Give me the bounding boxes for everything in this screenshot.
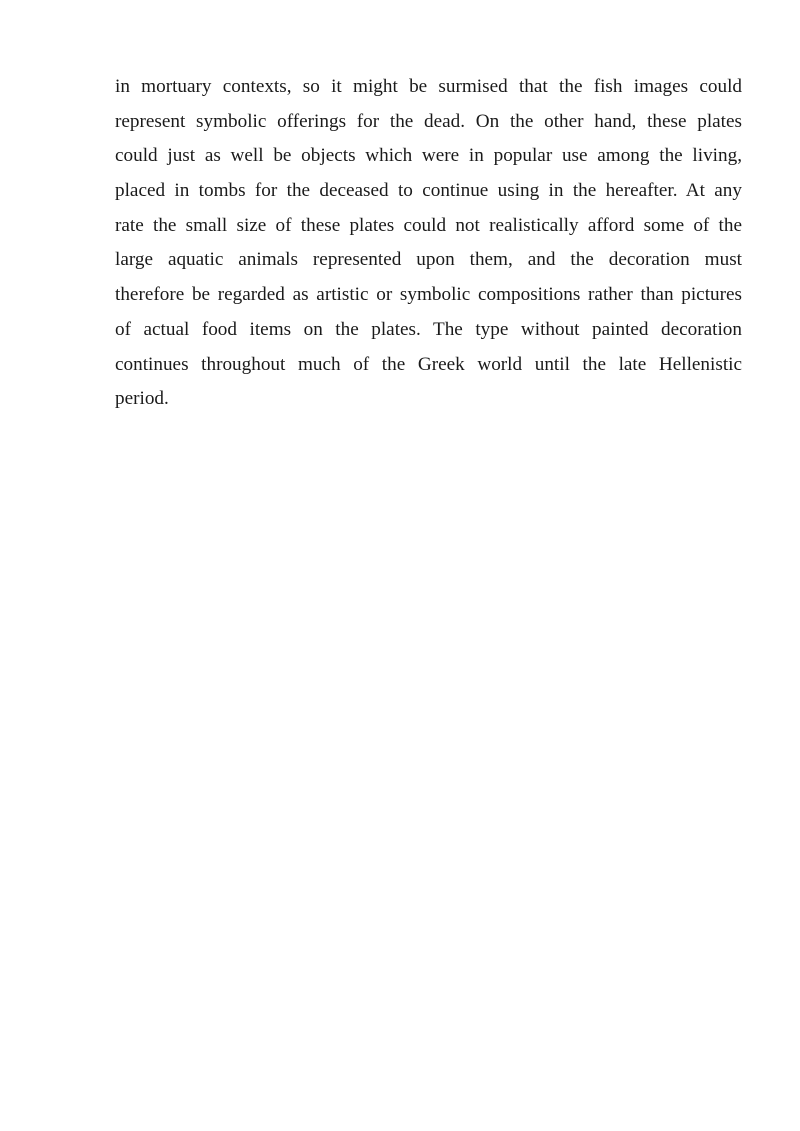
- paragraph-line-5: rate the small size of these plates could not realistically afford some of the: [115, 214, 742, 236]
- paragraph-line-7: therefore be regarded as artistic or symbolic compositions rather than pictures: [115, 284, 742, 306]
- paragraph-line-2: represent symbolic offerings for the dead. On the other hand, these plates: [115, 110, 742, 132]
- paragraph-line-10: period.: [115, 388, 169, 410]
- paragraph-line-3: could just as well be objects which were in popular use among the living,: [115, 145, 742, 167]
- paragraph-line-4: placed in tombs for the deceased to continue using in the hereafter. At any: [115, 180, 742, 202]
- paragraph-line-9: continues throughout much of the Greek world until the late Hellenistic: [115, 353, 742, 375]
- paragraph-line-6: large aquatic animals represented upon them, and the decoration must: [115, 249, 742, 271]
- body-paragraph: [115, 70, 742, 417]
- paragraph-line-8: of actual food items on the plates. The type without painted decoration: [115, 318, 742, 340]
- paragraph-line-1: in mortuary contexts, so it might be surmised that the fish images could: [115, 76, 742, 97]
